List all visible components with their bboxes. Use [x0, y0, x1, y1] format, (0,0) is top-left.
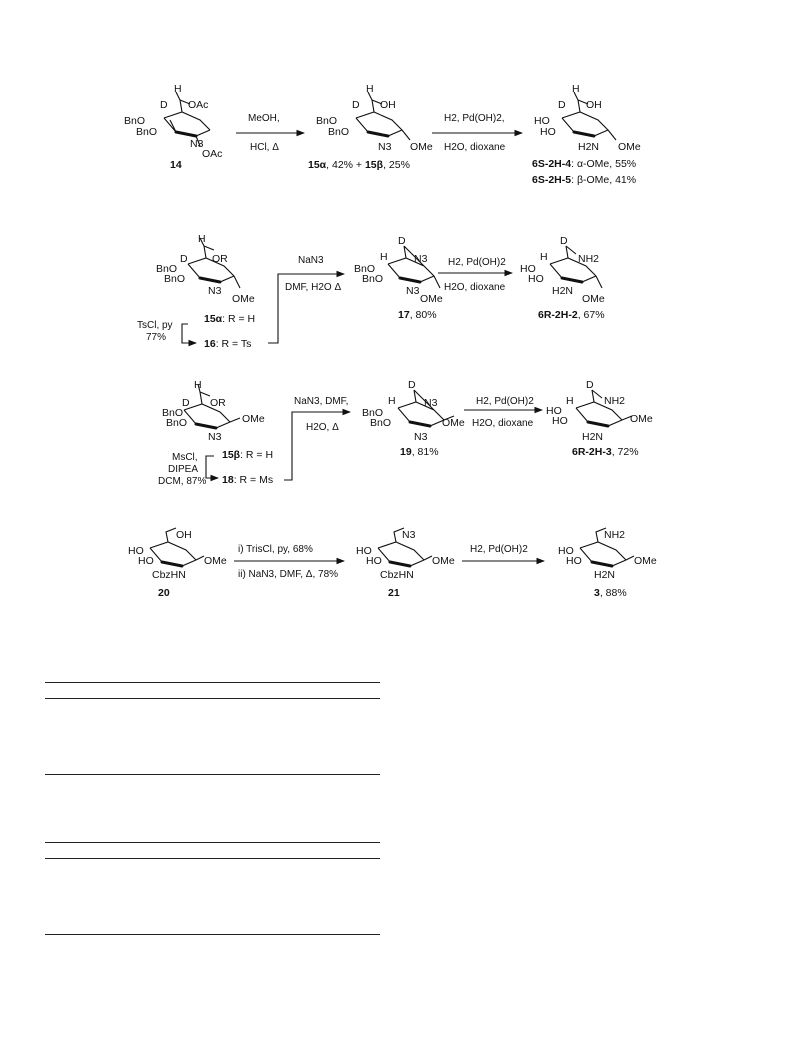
label-bno-1: BnO [162, 407, 184, 419]
caption-19: 19, 81% [400, 446, 439, 458]
label-bno-1: BnO [316, 115, 338, 127]
table-rule-4 [45, 842, 380, 843]
reagent-2-2b: H2O, dioxane [444, 282, 506, 293]
label-d: D [408, 379, 416, 391]
label-ome: OMe [618, 141, 641, 153]
label-bno-2: BnO [166, 417, 188, 429]
label-h: H [366, 83, 374, 95]
label-n3: N3 [378, 141, 392, 153]
label-d: D [352, 99, 360, 111]
label-ho-2: HO [540, 126, 556, 138]
compound-number-21: 21 [388, 587, 400, 599]
caption-6s-5: 6S-2H-5: β-OMe, 41% [532, 174, 637, 186]
compound-6r-3-structure [546, 379, 653, 443]
reagent-2-1a: NaN3 [298, 255, 324, 266]
reagent-3-1b: H2O, Δ [306, 422, 339, 433]
label-ome: OMe [630, 413, 653, 425]
table-rule-6 [45, 934, 380, 935]
compound-17-structure [354, 235, 443, 305]
label-ho-1: HO [546, 405, 562, 417]
caption-3: 3, 88% [594, 587, 627, 599]
label-d: D [180, 253, 188, 265]
reagent-3-2a: H2, Pd(OH)2 [476, 396, 534, 407]
reagent-1-1b: HCl, Δ [250, 142, 279, 153]
label-n3: N3 [208, 431, 222, 443]
label-bno-1: BnO [354, 263, 376, 275]
label-h: H [566, 395, 574, 407]
label-bno-1: BnO [124, 115, 146, 127]
label-bno-2: BnO [164, 273, 186, 285]
table-rule-2 [45, 698, 380, 699]
compound-3-structure [558, 528, 657, 581]
reagent-1-2a: H2, Pd(OH)2, [444, 113, 505, 124]
label-ho-1: HO [558, 545, 574, 557]
label-bno-2: BnO [136, 126, 158, 138]
label-oh: OH [176, 529, 192, 541]
label-bno-1: BnO [156, 263, 178, 275]
reagent-3-1a: NaN3, DMF, [294, 396, 349, 407]
label-ho-1: HO [520, 263, 536, 275]
label-h: H [174, 83, 182, 95]
reagent-tscl-yield: 77% [146, 332, 167, 343]
label-ome: OMe [410, 141, 433, 153]
caption-18-r: 18: R = Ms [222, 474, 274, 486]
side-arrow-2 [182, 324, 196, 343]
side-arrow-3 [206, 456, 218, 478]
reagent-2-1b: DMF, H2O Δ [285, 282, 342, 293]
label-oh: OH [586, 99, 602, 111]
label-h2n: H2N [552, 285, 574, 297]
caption-6r-2: 6R-2H-2, 67% [538, 309, 605, 321]
label-nh2: NH2 [604, 395, 626, 407]
label-h: H [388, 395, 396, 407]
label-h: H [194, 379, 202, 391]
label-n3-ring: N3 [424, 397, 438, 409]
compound-number-14: 14 [170, 159, 182, 171]
reagent-mscl: MsCl, [172, 452, 198, 463]
label-h: H [540, 251, 548, 263]
reagent-4-2a: H2, Pd(OH)2 [470, 544, 528, 555]
label-h2n: H2N [582, 431, 604, 443]
compound-6s-structure [534, 83, 641, 153]
label-h2n: H2N [578, 141, 600, 153]
label-cbzhn: CbzHN [380, 569, 414, 581]
reagent-dipea: DIPEA [168, 464, 199, 475]
table-rule-5 [45, 858, 380, 859]
label-ho-1: HO [534, 115, 550, 127]
label-ho-2: HO [552, 415, 568, 427]
reagent-dcm: DCM, 87% [158, 476, 207, 487]
caption-15: 15α, 42% + 15β, 25% [308, 159, 410, 171]
label-nh2: NH2 [604, 529, 626, 541]
label-n3: N3 [406, 285, 420, 297]
label-or: OR [212, 253, 228, 265]
reagent-1-1a: MeOH, [248, 113, 280, 124]
label-n3: N3 [190, 138, 204, 150]
compound-19-structure [362, 379, 465, 443]
table-rule-3 [45, 774, 380, 775]
compound-15b-structure [162, 379, 265, 443]
label-ho-1: HO [128, 545, 144, 557]
label-ome: OMe [242, 413, 265, 425]
compound-21-structure [356, 528, 455, 581]
label-d: D [558, 99, 566, 111]
label-n3: N3 [402, 529, 416, 541]
label-ho-1: HO [356, 545, 372, 557]
label-ho-2: HO [138, 555, 154, 567]
label-ome: OMe [420, 293, 443, 305]
label-h: H [198, 233, 206, 245]
label-ome: OMe [442, 417, 465, 429]
compound-6r-2-structure [520, 235, 605, 305]
label-d: D [560, 235, 568, 247]
label-h: H [572, 83, 580, 95]
compound-15a-structure [156, 233, 255, 305]
label-h2n: H2N [594, 569, 616, 581]
reagent-1-2b: H2O, dioxane [444, 142, 506, 153]
label-d: D [160, 99, 168, 111]
label-cbzhn: CbzHN [152, 569, 186, 581]
label-h: H [380, 251, 388, 263]
reagent-2-2a: H2, Pd(OH)2 [448, 257, 506, 268]
label-ome: OMe [204, 555, 227, 567]
label-ho-2: HO [566, 555, 582, 567]
label-ho-2: HO [528, 273, 544, 285]
label-n3: N3 [414, 431, 428, 443]
caption-6r-3: 6R-2H-3, 72% [572, 446, 639, 458]
label-ome: OMe [232, 293, 255, 305]
label-ome: OMe [634, 555, 657, 567]
scheme-1 [124, 83, 641, 186]
label-n3: N3 [208, 285, 222, 297]
reagent-4-1b: ii) NaN3, DMF, Δ, 78% [238, 569, 339, 580]
caption-15b-r: 15β: R = H [222, 449, 274, 461]
scheme-3 [158, 379, 653, 487]
label-oac-top: OAc [188, 99, 209, 111]
caption-6s-4: 6S-2H-4: α-OMe, 55% [532, 158, 637, 170]
scheme-4 [128, 528, 657, 599]
label-oh: OH [380, 99, 396, 111]
compound-20-structure [128, 528, 227, 581]
label-d: D [586, 379, 594, 391]
label-ome: OMe [582, 293, 605, 305]
label-d: D [398, 235, 406, 247]
compound-number-20: 20 [158, 587, 170, 599]
compound-15-structure [316, 83, 433, 153]
label-bno-1: BnO [362, 407, 384, 419]
scheme-2 [137, 233, 605, 350]
compound-14-structure [124, 83, 222, 160]
caption-16-r: 16: R = Ts [204, 338, 252, 350]
label-ome: OMe [432, 555, 455, 567]
label-n3-ring: N3 [414, 253, 428, 265]
label-ho-2: HO [366, 555, 382, 567]
reagent-3-2b: H2O, dioxane [472, 418, 534, 429]
reagent-4-1a: i) TrisCl, py, 68% [238, 544, 313, 555]
label-bno-2: BnO [362, 273, 384, 285]
caption-17: 17, 80% [398, 309, 437, 321]
table-rule-1 [45, 682, 380, 683]
label-nh2: NH2 [578, 253, 600, 265]
label-or: OR [210, 397, 226, 409]
label-d: D [182, 397, 190, 409]
reagent-tscl: TsCl, py [137, 320, 173, 331]
label-oac-bottom: OAc [202, 148, 223, 160]
caption-15a-r: 15α: R = H [204, 313, 256, 325]
label-bno-2: BnO [370, 417, 392, 429]
label-bno-2: BnO [328, 126, 350, 138]
